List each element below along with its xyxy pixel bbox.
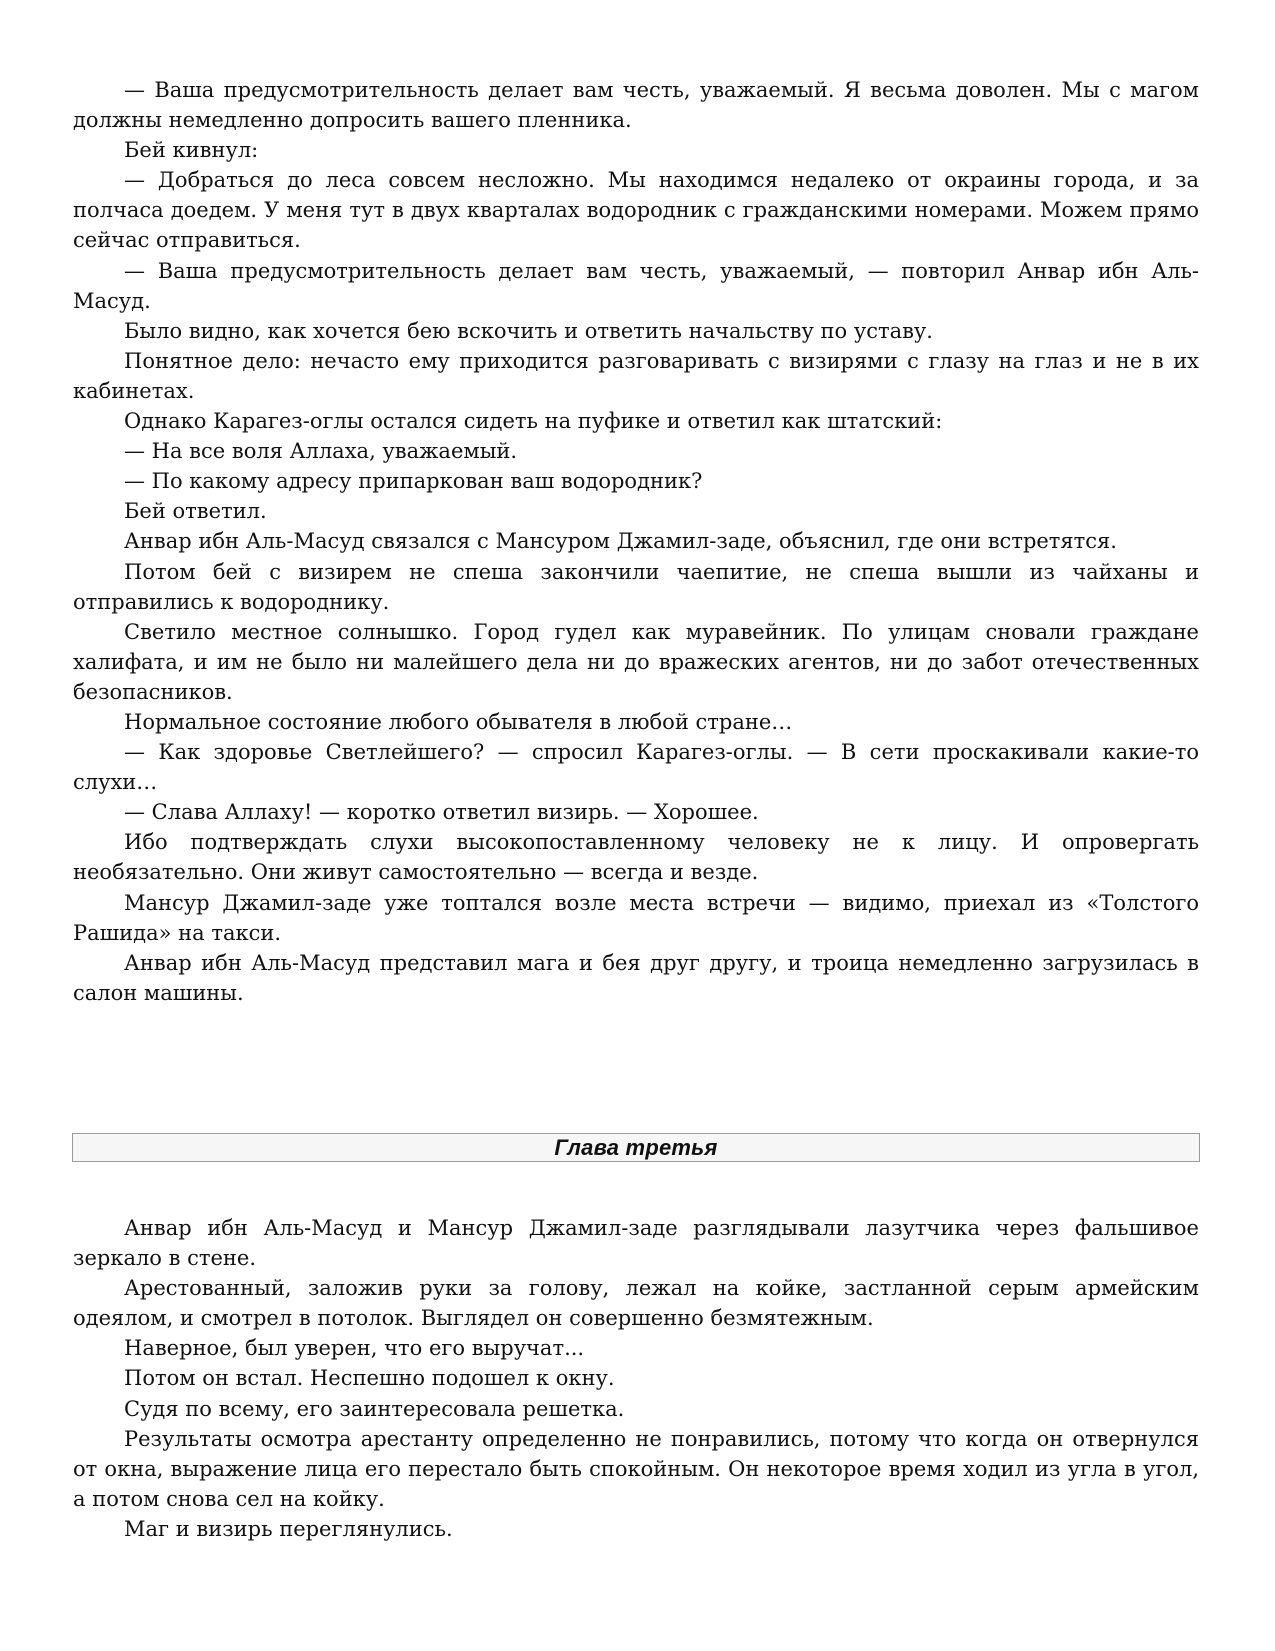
chapter-title: Глава третья (554, 1134, 718, 1160)
paragraph: Было видно, как хочется бею вскочить и ответить начальству по уставу. (124, 318, 933, 343)
paragraph: Нормальное состояние любого обывателя в любой стране… (124, 709, 793, 734)
paragraph: — Слава Аллаху! — коротко ответил визирь. — Хорошее. (124, 800, 759, 825)
paragraph: Светило местное солнышко. Город гудел как муравейник. По улицам сновали граждане халифата, и им не было ни малейшего дела ни до вражеских агентов, ни до забот отечественных безопасников. (73, 619, 1199, 704)
paragraph: Анвар ибн Аль-Масуд связался с Мансуром Джамил-заде, объяснил, где они встретятся. (124, 529, 1117, 554)
paragraph: Понятное дело: нечасто ему приходится разговаривать с визирями с глазу на глаз и не в их кабинетах. (73, 348, 1199, 403)
paragraph: Бей ответил. (124, 499, 267, 524)
paragraph: — Добраться до леса совсем несложно. Мы находимся недалеко от окраины города, и за полчаса доедем. У меня тут в двух кварталах водородник с гражданскими номерами. Можем прямо сейчас отправиться. (73, 168, 1199, 253)
paragraph: — По какому адресу припаркован ваш водородник? (124, 469, 703, 494)
paragraph: Бей кивнул: (124, 138, 259, 163)
paragraph: Маг и визирь переглянулись. (124, 1516, 453, 1541)
paragraph: Результаты осмотра арестанту определенно не понравились, потому что когда он отвернулся от окна, выражение лица его перестало быть спокойным. Он некоторое время ходил из угла в угол, а потом снова сел на койку. (73, 1426, 1199, 1511)
chapter-heading-box (72, 1133, 1200, 1162)
section-before-chapter (73, 75, 1199, 1008)
paragraph: Потом он встал. Неспешно подошел к окну. (124, 1366, 615, 1391)
section-after-chapter (73, 1213, 1199, 1544)
paragraph: — Ваша предусмотрительность делает вам честь, уважаемый, — повторил Анвар ибн Аль-Масуд. (73, 258, 1199, 313)
paragraph: Арестованный, заложив руки за голову, лежал на койке, застланной серым армейским одеялом, и смотрел в потолок. Выглядел он совершенно безмятежным. (73, 1276, 1199, 1331)
paragraph: — Ваша предусмотрительность делает вам честь, уважаемый. Я весьма доволен. Мы с магом должны немедленно допросить вашего пленника. (73, 78, 1199, 133)
paragraph: Анвар ибн Аль-Масуд представил мага и бея друг другу, и троица немедленно загрузилась в салон машины. (73, 950, 1199, 1005)
paragraph: Мансур Джамил-заде уже топтался возле места встречи — видимо, приехал из «Толстого Рашида» на такси. (73, 890, 1199, 945)
paragraph: Ибо подтверждать слухи высокопоставленному человеку не к лицу. И опровергать необязательно. Они живут самостоятельно — всегда и везде. (73, 830, 1199, 885)
paragraph: Однако Карагез-оглы остался сидеть на пуфике и ответил как штатский: (124, 409, 943, 434)
paragraph: — На все воля Аллаха, уважаемый. (124, 439, 518, 464)
paragraph: — Как здоровье Светлейшего? — спросил Карагез-оглы. — В сети проскакивали какие-то слухи… (73, 740, 1199, 795)
paragraph: Анвар ибн Аль-Масуд и Мансур Джамил-заде разглядывали лазутчика через фальшивое зеркало в стене. (73, 1216, 1199, 1271)
paragraph: Судя по всему, его заинтересовала решетка. (124, 1396, 625, 1421)
paragraph: Потом бей с визирем не спеша закончили чаепитие, не спеша вышли из чайханы и отправились к водороднику. (73, 559, 1199, 614)
paragraph: Наверное, был уверен, что его выручат... (124, 1336, 585, 1361)
